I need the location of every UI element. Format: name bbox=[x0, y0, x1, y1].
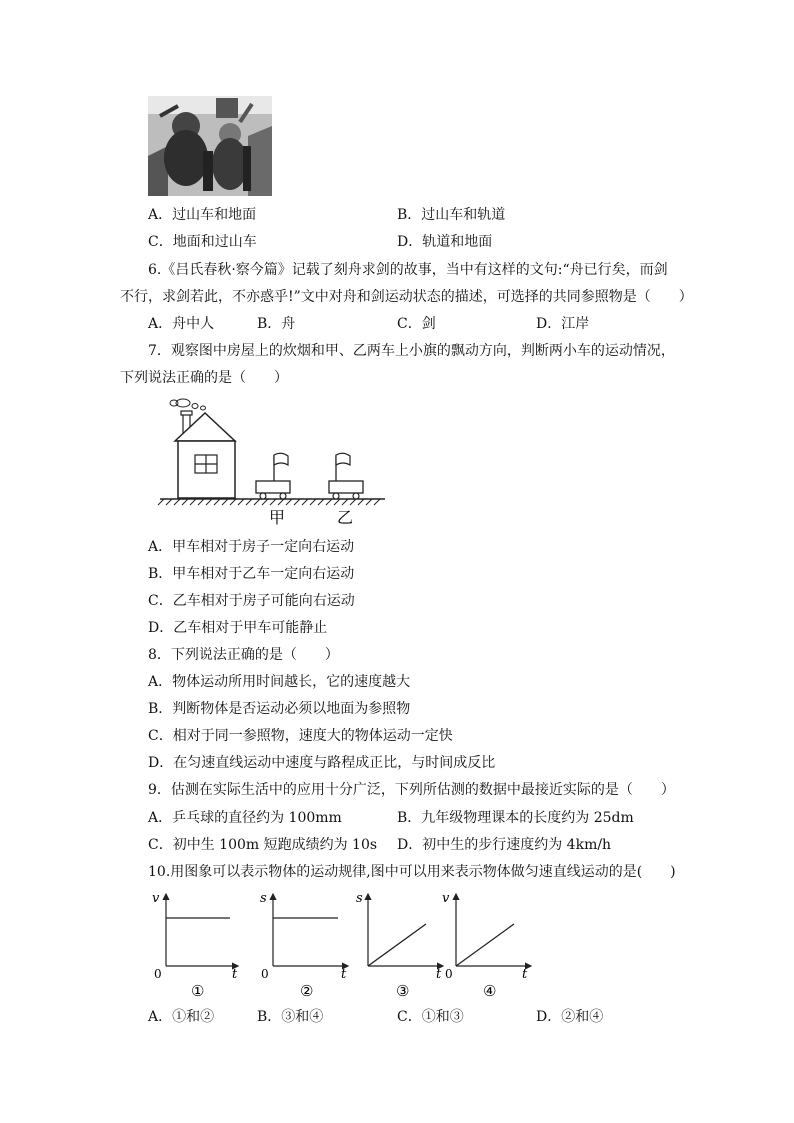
q8-option-a[interactable]: A．物体运动所用时间越长，它的速度越大 bbox=[148, 674, 411, 690]
house-and-cars-diagram bbox=[150, 393, 390, 533]
graph-3-caption: ③ bbox=[396, 982, 410, 1000]
q5-option-d[interactable]: D．轨道和地面 bbox=[397, 234, 493, 250]
q6-option-c[interactable]: C．剑 bbox=[397, 316, 436, 332]
q8-option-b[interactable]: B．判断物体是否运动必须以地面为参照物 bbox=[148, 701, 411, 717]
graph-2 bbox=[260, 891, 348, 1000]
q6-option-a[interactable]: A．舟中人 bbox=[148, 316, 215, 332]
roller-coaster-photo bbox=[148, 96, 272, 196]
svg-text:0: 0 bbox=[154, 967, 162, 981]
q9-stem: 9．估测在实际生活中的应用十分广泛，下列所估测的数据中最接近实际的是（ ） bbox=[148, 782, 675, 798]
svg-text:s: s bbox=[356, 891, 363, 906]
q5-option-b[interactable]: B．过山车和轨道 bbox=[397, 207, 506, 223]
car-label-yi: 乙 bbox=[337, 508, 354, 527]
graph-4-caption: ④ bbox=[483, 982, 497, 1000]
q9-option-d[interactable]: D．初中生的步行速度约为 4km/h bbox=[397, 837, 612, 853]
car-yi bbox=[329, 453, 363, 499]
svg-text:v: v bbox=[152, 891, 160, 906]
q10-option-c[interactable]: C．①和③ bbox=[397, 1009, 464, 1025]
q7-option-b[interactable]: B．甲车相对于乙车一定向右运动 bbox=[148, 566, 355, 582]
q8-stem: 8．下列说法正确的是（ ） bbox=[148, 647, 339, 663]
q7-stem-line2: 下列说法正确的是（ ） bbox=[120, 370, 288, 386]
svg-text:t: t bbox=[436, 967, 442, 982]
q5-option-a[interactable]: A．过山车和地面 bbox=[148, 207, 257, 223]
q6-option-b[interactable]: B．舟 bbox=[257, 316, 296, 332]
q10-option-d[interactable]: D．②和④ bbox=[536, 1009, 604, 1025]
car-jia bbox=[256, 453, 290, 499]
graph-3 bbox=[356, 891, 443, 1000]
q10-option-b[interactable]: B．③和④ bbox=[257, 1009, 324, 1025]
q10-option-a[interactable]: A．①和② bbox=[148, 1009, 215, 1025]
smoke bbox=[170, 399, 206, 410]
q6-stem-line2: 不行，求剑若此，不亦惑乎!”文中对舟和剑运动状态的描述，可选择的共同参照物是（ ） bbox=[120, 289, 693, 305]
q7-option-a[interactable]: A．甲车相对于房子一定向右运动 bbox=[148, 539, 355, 555]
svg-text:0: 0 bbox=[261, 967, 269, 981]
graph-1 bbox=[152, 891, 238, 1000]
q6-stem-line1: 6.《吕氏春秋·察今篇》记载了刻舟求剑的故事，当中有这样的文句:“舟已行矣，而剑 bbox=[148, 262, 668, 278]
graph-2-caption: ② bbox=[300, 982, 314, 1000]
svg-text:s: s bbox=[260, 891, 267, 906]
q8-option-c[interactable]: C．相对于同一参照物，速度大的物体运动一定快 bbox=[148, 728, 453, 744]
q10-stem: 10.用图象可以表示物体的运动规律,图中可以用来表示物体做匀速直线运动的是( ) bbox=[148, 864, 676, 880]
q9-option-c[interactable]: C．初中生 100m 短跑成绩约为 10s bbox=[148, 837, 378, 853]
svg-text:v: v bbox=[442, 891, 450, 906]
q6-option-d[interactable]: D．江岸 bbox=[536, 316, 590, 332]
svg-text:t: t bbox=[232, 967, 238, 982]
motion-graphs bbox=[148, 886, 548, 1002]
q7-option-d[interactable]: D．乙车相对于甲车可能静止 bbox=[148, 620, 328, 636]
car-label-jia: 甲 bbox=[269, 508, 286, 527]
q5-option-c[interactable]: C．地面和过山车 bbox=[148, 234, 257, 250]
q9-option-a[interactable]: A．乒乓球的直径约为 100mm bbox=[148, 810, 342, 826]
graph-1-caption: ① bbox=[191, 982, 205, 1000]
q7-stem-line1: 7．观察图中房屋上的炊烟和甲、乙两车上小旗的飘动方向，判断两小车的运动情况， bbox=[148, 343, 675, 359]
graph-4 bbox=[442, 891, 531, 1000]
q8-option-d[interactable]: D．在匀速直线运动中速度与路程成正比，与时间成反比 bbox=[148, 755, 496, 771]
q7-option-c[interactable]: C．乙车相对于房子可能向右运动 bbox=[148, 593, 355, 609]
svg-text:t: t bbox=[341, 967, 347, 982]
svg-text:t: t bbox=[522, 967, 528, 982]
q9-option-b[interactable]: B．九年级物理课本的长度约为 25dm bbox=[397, 810, 634, 826]
svg-text:0: 0 bbox=[445, 967, 453, 981]
